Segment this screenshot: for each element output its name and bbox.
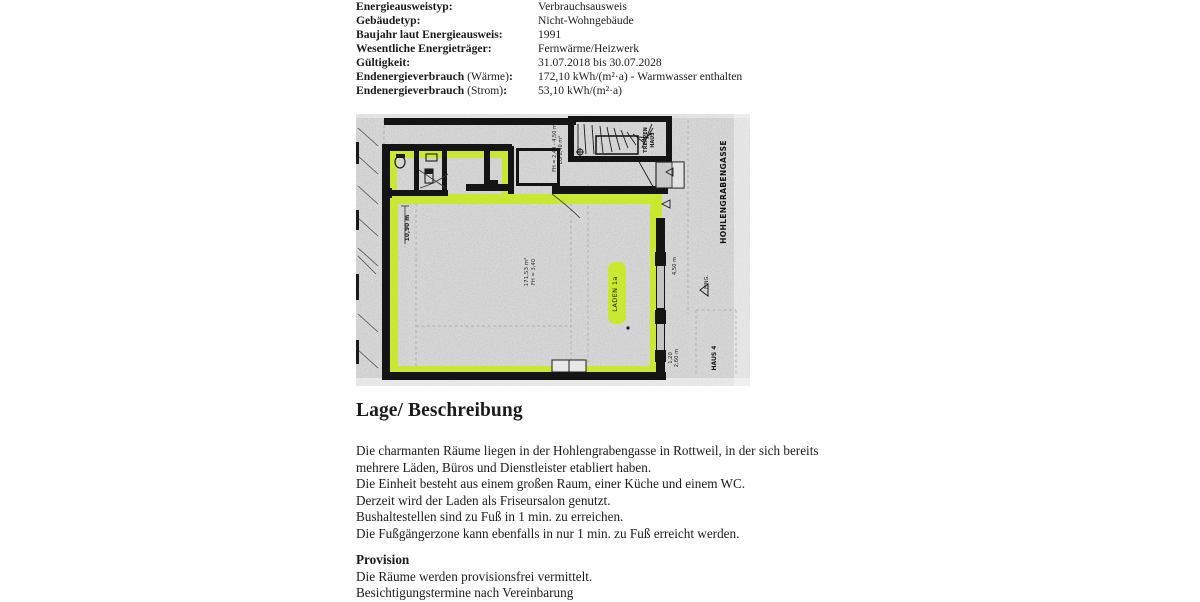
description-line: Bushaltestellen sind zu Fuß in 1 min. zu erreichen. (356, 509, 624, 525)
svg-text:FH = 2,40 - 4,50 m: FH = 2,40 - 4,50 m (552, 124, 558, 172)
description-line: Die Einheit besteht aus einem großen Raum, einer Küche und einem WC. (356, 476, 746, 492)
row-value: Verbrauchsausweis (538, 0, 627, 13)
row-label: Wesentliche Energieträger: (356, 42, 492, 55)
row-label-colon: : (487, 42, 492, 55)
svg-text:TREPPEN: TREPPEN (643, 127, 649, 153)
row-label: Baujahr laut Energieausweis: (356, 28, 503, 41)
svg-text:FH = 3,40: FH = 3,40 (531, 258, 537, 286)
energy-certificate-table (356, 0, 742, 98)
table-row (356, 56, 742, 70)
description-text-block (356, 443, 856, 543)
provision-line: Die Räume werden provisionsfrei vermittelt. (356, 568, 593, 584)
provision-line: Besichtigungstermine nach Vereinbarung (356, 585, 574, 601)
svg-text:1,20: 1,20 (668, 352, 674, 364)
row-value: 172,10 kWh/(m²·a) - Warmwasser enthalten (538, 70, 743, 83)
row-value: 1991 (538, 28, 562, 41)
description-line: Die charmanten Räume liegen in der Hohlengrabengasse in Rottweil, in der sich bereits mehrere Läden, Büros und Dienstleister etabliert haben. (356, 443, 819, 475)
row-label-colon: : (508, 70, 513, 83)
row-label-colon: : (503, 84, 508, 97)
row-label-paren: (Wärme) (464, 70, 509, 83)
provision-title: Provision (356, 552, 410, 567)
row-value: Fernwärme/Heizwerk (538, 42, 640, 55)
energy-certificate-body (356, 0, 742, 98)
row-label: Endenergieverbrauch (Wärme): (356, 70, 513, 83)
table-row (356, 28, 742, 42)
row-value: Nicht-Wohngebäude (538, 14, 634, 27)
row-label: Energieausweistyp: (356, 0, 453, 13)
table-row (356, 70, 742, 84)
row-label: Gebäudetyp: (356, 14, 421, 27)
floorplan-image (356, 114, 750, 386)
row-label-colon: : (498, 28, 503, 41)
table-row (356, 0, 742, 14)
room-area-label: 171,53 m² (524, 257, 530, 287)
house-label: HAUS 4 (711, 345, 718, 371)
row-label-colon: : (416, 14, 421, 27)
page-title-lage-beschreibung: Lage/ Beschreibung (356, 400, 523, 421)
table-row (356, 42, 742, 56)
svg-text:4,50 m: 4,50 m (672, 256, 678, 276)
row-label: Endenergieverbrauch (Strom): (356, 84, 508, 97)
table-row (356, 14, 742, 28)
svg-text:LADEN 1a: LADEN 1a (611, 276, 619, 312)
description-line: Derzeit wird der Laden als Friseursalon genutzt. (356, 492, 611, 508)
row-label-colon: : (406, 56, 411, 69)
table-row (356, 84, 742, 98)
description-line: Die Fußgängerzone kann ebenfalls in nur 1 min. zu Fuß erreicht werden. (356, 525, 740, 541)
row-value: 53,10 kWh/(m²·a) (538, 84, 622, 97)
row-label: Gültigkeit: (356, 56, 411, 69)
provision-block (356, 552, 856, 602)
street-name-label: HOHLENGRABENGASSE (719, 140, 728, 244)
row-label-paren: (Strom) (464, 84, 504, 97)
svg-text:10,90 m: 10,90 m (405, 214, 411, 242)
energy-certificate-block (356, 0, 876, 98)
svg-text:HAUS: HAUS (650, 132, 656, 148)
row-label-colon: : (448, 0, 453, 13)
svg-text:EING.: EING. (704, 275, 710, 289)
svg-text:EG 8,40 m²: EG 8,40 m² (558, 135, 564, 165)
row-value: 31.07.2018 bis 30.07.2028 (538, 56, 662, 69)
svg-text:2,60 m: 2,60 m (674, 348, 680, 368)
floorplan-drawing (356, 114, 750, 386)
